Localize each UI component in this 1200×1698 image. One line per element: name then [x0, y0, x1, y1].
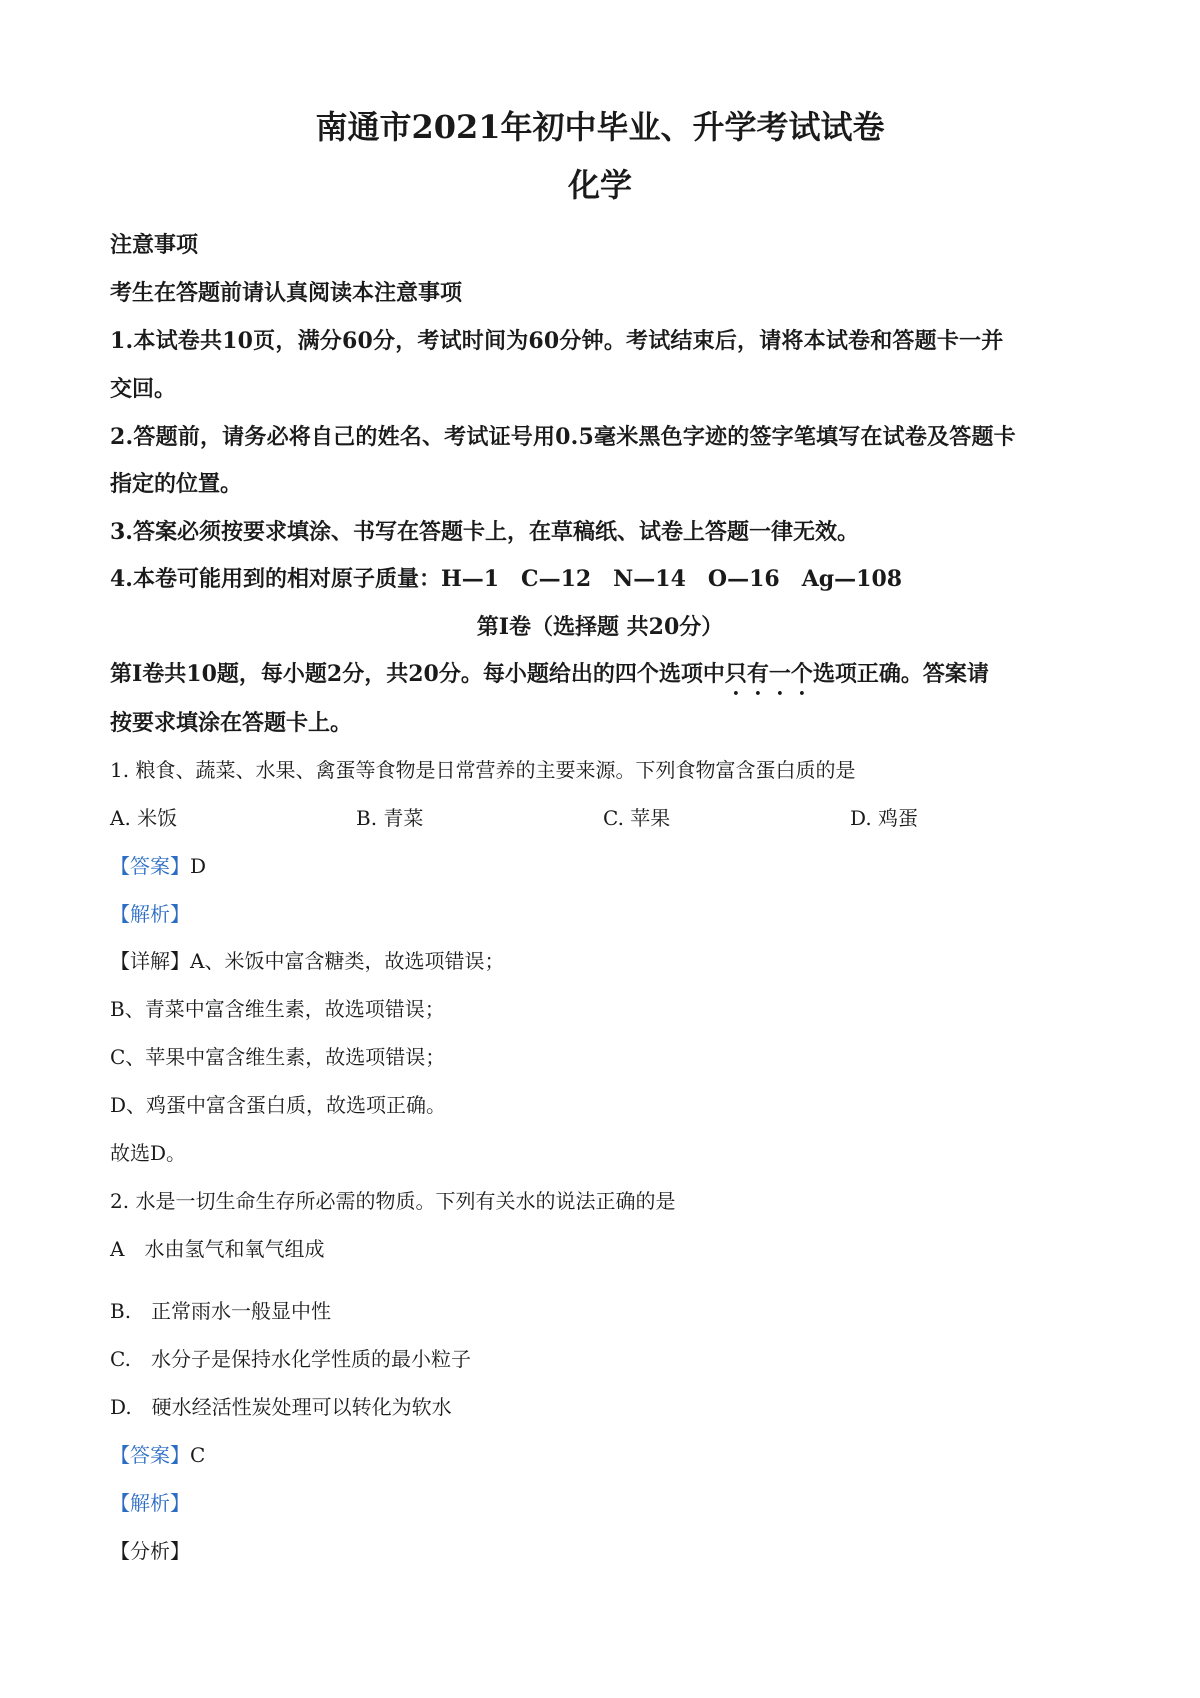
section-desc	[110, 657, 989, 700]
notice-heading: 注意事项	[110, 232, 199, 258]
section-title: 第Ⅰ卷（选择题 共20分）	[476, 614, 724, 640]
q1-detail-1: A、米饭中富含糖类，故选项错误；	[190, 949, 505, 973]
q1-answer	[110, 850, 206, 879]
notice-item-2-cont: 指定的位置。	[110, 471, 243, 497]
q2-option-d: D. 硬水经活性炭处理可以转化为软水	[110, 1395, 452, 1419]
notice-item-2: 2.答题前，请务必将自己的姓名、考试证号用0.5毫米黑色字迹的签字笔填写在试卷及答题卡	[110, 424, 1016, 450]
section-desc-cont: 按要求填涂在答题卡上。	[110, 710, 353, 736]
q1-detail-label: 【详解】	[110, 949, 190, 973]
q1-detail-3: C、苹果中富含维生素，故选项错误；	[110, 1045, 446, 1069]
q1-option-c: C. 苹果	[603, 806, 671, 830]
q1-option-b: B. 青菜	[356, 806, 424, 830]
q1-option-d: D. 鸡蛋	[850, 806, 919, 830]
q1-analysis-label: 【解析】	[110, 902, 190, 926]
q2-answer	[110, 1439, 205, 1468]
subject-title: 化学	[567, 166, 632, 204]
q1-option-a: A. 米饭	[110, 806, 178, 830]
notice-item-4: 4.本卷可能用到的相对原子质量：H—1 C—12 N—14 O—16 Ag—108	[110, 566, 903, 592]
q2-option-c: C. 水分子是保持水化学性质的最小粒子	[110, 1347, 471, 1371]
section-desc-pre: 第Ⅰ卷共10题，每小题2分，共20分。每小题给出的四个选项中	[110, 661, 725, 687]
q2-option-b: B. 正常雨水一般显中性	[110, 1299, 332, 1323]
q1-stem: 1. 粮食、蔬菜、水果、禽蛋等食物是日常营养的主要来源。下列食物富含蛋白质的是	[110, 758, 856, 782]
q1-detail-4: D、鸡蛋中富含蛋白质，故选项正确。	[110, 1093, 447, 1117]
notice-item-1: 1.本试卷共10页，满分60分，考试时间为60分钟。考试结束后，请将本试卷和答题卡一并	[110, 328, 1004, 354]
notice-item-3: 3.答案必须按要求填涂、书写在答题卡上，在草稿纸、试卷上答题一律无效。	[110, 519, 859, 545]
section-desc-post: 选项正确。答案请	[812, 661, 989, 687]
notice-intro: 考生在答题前请认真阅读本注意事项	[110, 280, 463, 306]
answer-label: 【答案】	[110, 1443, 190, 1467]
section-desc-emph: 只有一个	[724, 661, 813, 687]
notice-item-1-cont: 交回。	[110, 376, 177, 402]
q1-detail-2: B、青菜中富含维生素，故选项错误；	[110, 997, 445, 1021]
q2-option-a: A 水由氢气和氧气组成	[110, 1237, 325, 1261]
exam-title: 南通市2021年初中毕业、升学考试试卷	[315, 108, 885, 146]
q2-analysis-label: 【解析】	[110, 1491, 190, 1515]
q1-conclusion: 故选D。	[110, 1141, 187, 1165]
answer-label: 【答案】	[110, 854, 190, 878]
q2-fenxi-label: 【分析】	[110, 1539, 190, 1563]
q2-answer-value: C	[190, 1443, 206, 1467]
q1-answer-value: D	[190, 854, 207, 878]
q2-stem: 2. 水是一切生命生存所必需的物质。下列有关水的说法正确的是	[110, 1189, 676, 1213]
q1-detail	[110, 945, 504, 974]
